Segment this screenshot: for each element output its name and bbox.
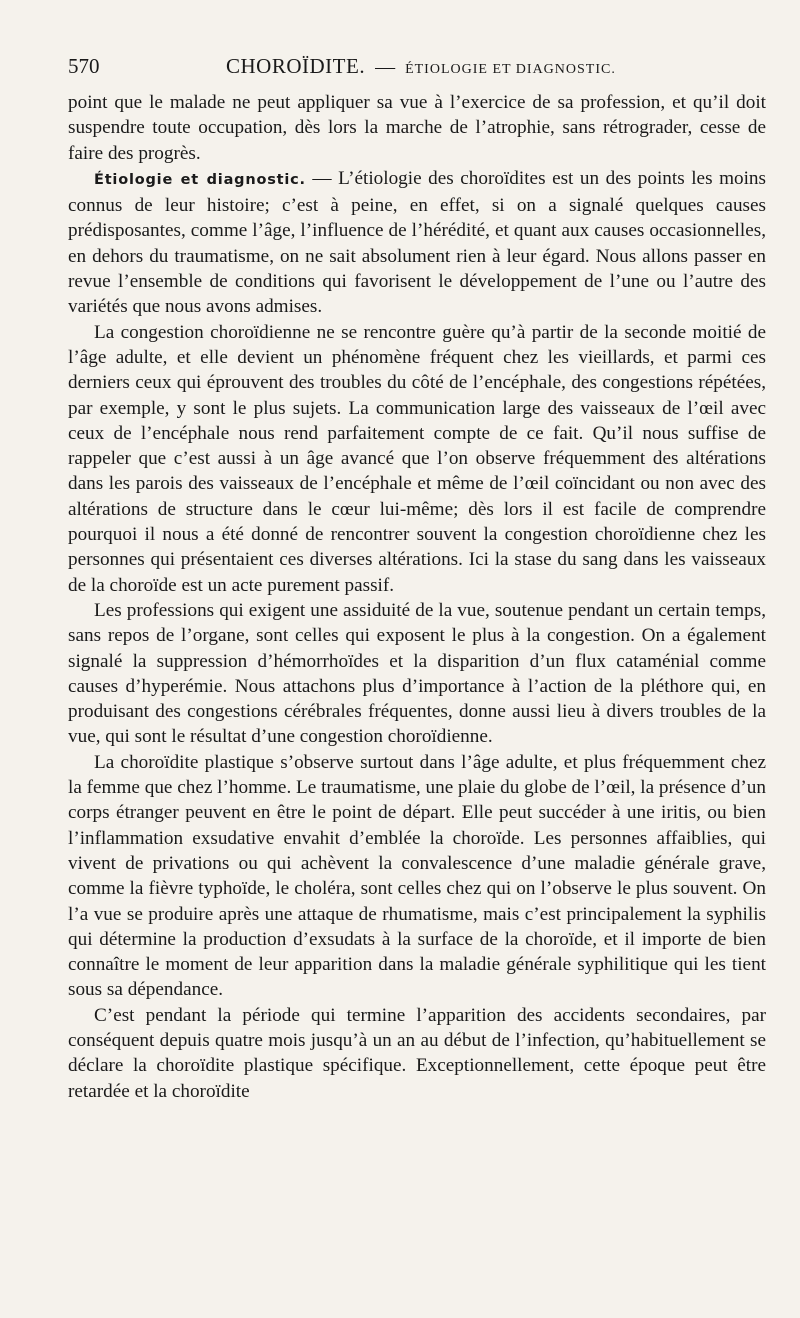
body-text (68, 90, 766, 1104)
section-heading: Étiologie et diagnostic. (94, 171, 306, 188)
running-head-subtitle: ÉTIOLOGIE ET DIAGNOSTIC. (405, 62, 616, 77)
paragraph-continuation: point que le malade ne peut appliquer sa vue à l’exercice de sa profession, et qu’il doit suspendre toute occupation, dès lors la marche de l’atrophie, sans rétrograder, cesse de faire des progrès. (68, 92, 766, 164)
paragraph-syphilis-period: C’est pendant la période qui termine l’apparition des accidents secondaires, par conséquent depuis quatre mois jusqu’à un an au début de l’infection, qu’habituellement se déclare la choroïdite plastique spécifique. Exceptionnellement, cette époque peut être retardée et la choroïdite (68, 1004, 766, 1102)
running-head-title: CHOROÏDITE. (226, 54, 366, 78)
page-number: 570 (68, 54, 100, 78)
paragraph-congestion: La congestion choroïdienne ne se rencontre guère qu’à partir de la seconde moitié de l’âge adulte, et elle devient un phénomène fréquent chez les vieillards, et parmi ces derniers ceux qui éprouvent des troubles du côté de l’encéphale, des congestions répétées, par exemple, y sont le plus sujets. La communication large des vaisseaux de l’œil avec ceux de l’encéphale nous rend parfaitement compte de ce fait. Qu’il nous suffise de rappeler que c’est aussi à un âge avancé que l’on observe fréquemment des altérations dans les parois des vaisseaux de l’encéphale et même de l’œil coïncidant ou non avec des altérations de structure dans le cœur lui-même; dès lors il est facile de comprendre pourquoi il nous a été donné de rencontrer souvent la congestion choroïdienne chez les personnes qui présentaient ces diverses altérations. Ici la stase du sang dans les vaisseaux de la choroïde est un acte purement passif. (68, 321, 766, 596)
heading-dash: — (305, 167, 339, 189)
paragraph-etiology-text: L’étiologie des choroïdites est un des points les moins connus de leur histoire; c’est à peine, en effet, si on a signalé quelques causes prédisposantes, comme l’âge, l’influence de l’hérédité, et quant aux causes occasionnelles, en dehors du traumatisme, on ne sait absolument rien à leur égard. Nous allons passer en revue l’ensemble de conditions qui favorisent le développement de l’une ou l’autre des variétés que nous avons admises. (68, 167, 766, 318)
paragraph-professions: Les professions qui exigent une assiduité de la vue, soutenue pendant un certain temps, sans repos de l’organe, sont celles qui exposent le plus à la congestion. On a également signalé la suppression d’hémorrhoïdes et la disparition d’un flux cataménial comme causes d’hyperémie. Nous attachons plus d’importance à l’action de la pléthore qui, en produisant des congestions cérébrales fréquentes, donne aussi lieu à divers troubles de la vue, qui sont le résultat d’une congestion choroïdienne. (68, 599, 766, 748)
running-head-separator: — (375, 56, 396, 78)
paragraph-plastic-choroiditis: La choroïdite plastique s’observe surtout dans l’âge adulte, et plus fréquemment chez la femme que chez l’homme. Le traumatisme, une plaie du globe de l’œil, la présence d’un corps étranger peuvent en être le point de départ. Elle peut succéder à une iritis, ou bien l’inflammation exsudative envahit d’emblée la choroïde. Les personnes affaiblies, qui vivent de privations ou qui achèvent la convalescence d’une maladie générale grave, comme la fièvre typhoïde, le choléra, sont celles chez qui on l’observe le plus souvent. On l’a vue se produire après une attaque de rhumatisme, mais c’est principalement la syphilis qui détermine la production d’exsudats à la surface de la choroïde, et il importe de bien connaître le moment de leur apparition dans la maladie générale syphilitique qui les tient sous sa dépendance. (68, 751, 766, 1001)
paragraph-etiology (68, 166, 766, 320)
running-head (68, 54, 766, 88)
